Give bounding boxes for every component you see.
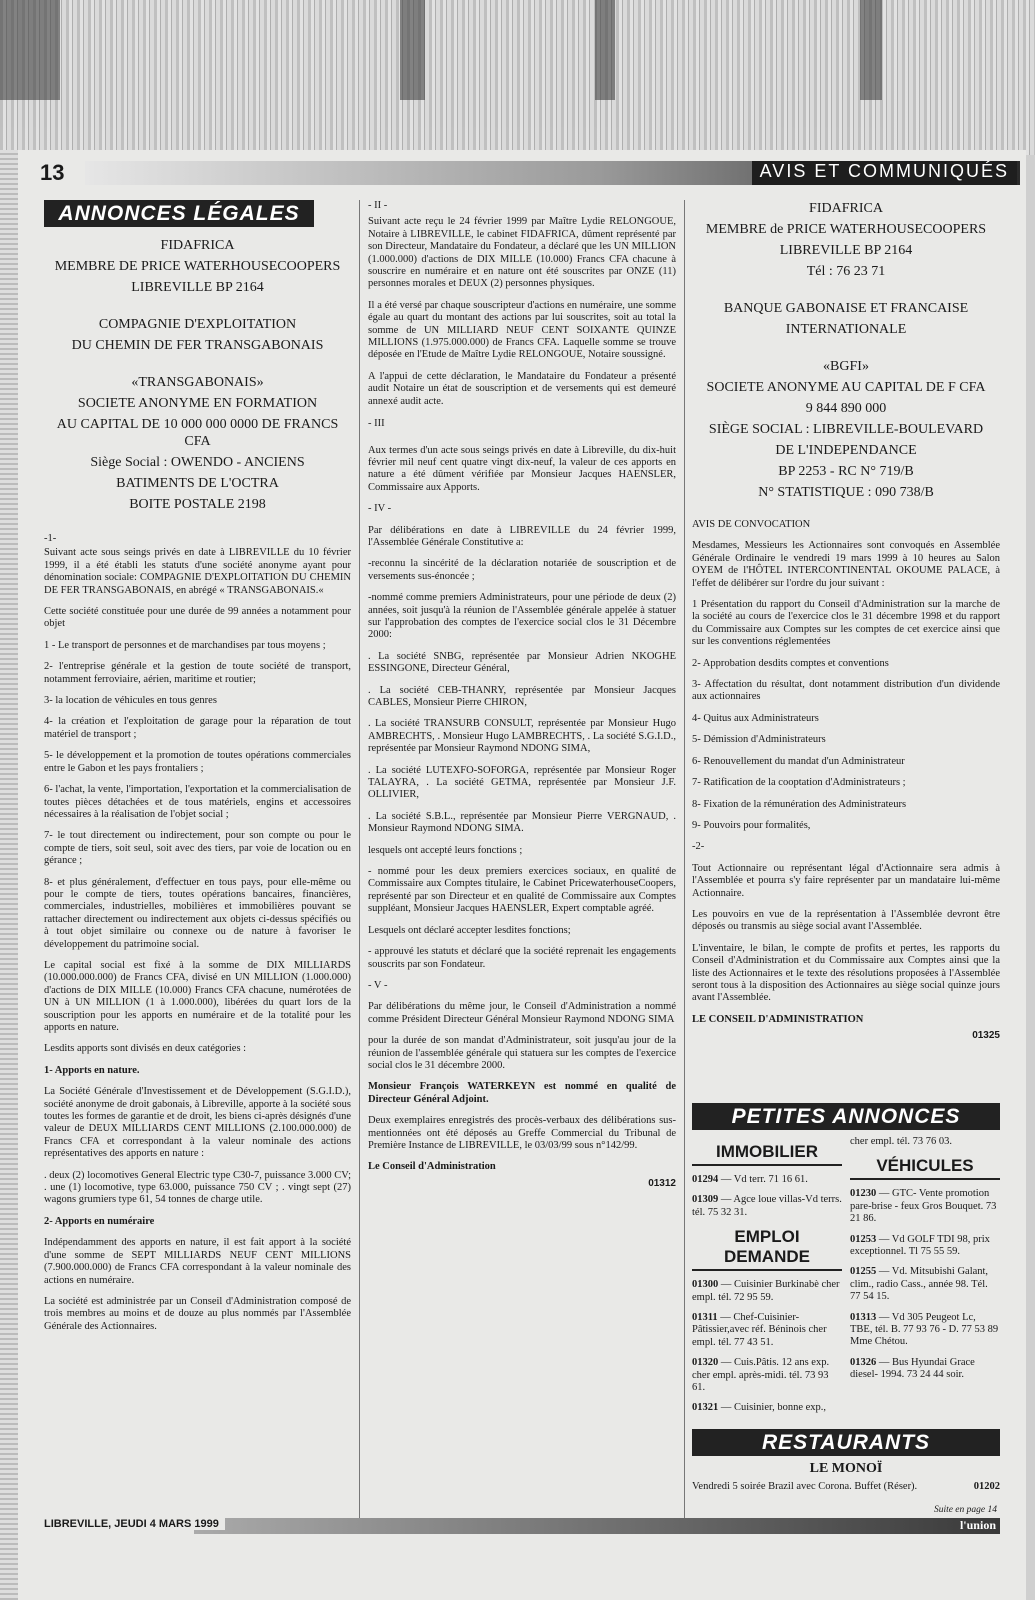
classified-ad: 01313 — Vd 305 Peugeot Lc, TBE, tél. B. 77 93 76 - D. 77 53 89 Mme Chétou.	[850, 1311, 999, 1348]
paragraph: Tout Actionnaire ou représentant légal d'Actionnaire sera admis à l'Assemblée et pourra s'y faire représenter par un mandataire lui-même Actionnaire.	[692, 862, 1000, 899]
paragraph: Suivant acte sous seings privés en date à LIBREVILLE du 10 février 1999, il a été établi les statuts d'une société anonyme ayant pour dénomination sociale: COMPAGNIE D'EXPLOITATION DU CHEMIN DE FER TRANSGABONAIS, en abrégé « TRANSGABONAIS.«	[44, 547, 351, 596]
column-transgabonais-continued	[368, 200, 676, 1190]
paragraph: Par délibérations du même jour, le Conseil d'Administration a nommé comme Président Directeur Général Monsieur Raymond NDONG SIMA	[368, 1001, 676, 1025]
bank-detail: DE L'INDEPENDANCE	[775, 443, 917, 458]
pa-left-column	[692, 1136, 842, 1423]
bank-detail: SIÈGE SOCIAL : LIBREVILLE-BOULEVARD	[708, 422, 984, 437]
paragraph: A l'appui de cette déclaration, le Mandataire du Fondateur a présenté audit Notaire un état de souscription et de versements qui est demeuré annexé audit acte.	[368, 370, 676, 407]
paragraph: 4- Quitus aux Administrateurs	[692, 712, 819, 724]
part-label: - II -	[368, 200, 388, 211]
paragraph: 9- Pouvoirs pour formalités,	[692, 819, 811, 831]
paragraph: Il a été versé par chaque souscripteur d'actions en numéraire, une somme égale au quart du montant des actions par lui souscrites, soit au total la somme de UN MILLIARD NEUF CENT SOIXANTE QUINZE MILLIONS (1.975.000.000) de Francs CFA. Laquelle somme se trouve déposée en l'Etude de Maître Lydie RELONGOUE, Notaire soussigné.	[368, 299, 676, 361]
category-vehicules: VÉHICULES	[850, 1156, 1000, 1180]
paragraph: . La société SNBG, représentée par Monsieur Adrien NKOGHE ESSINGONE, Directeur Général,	[368, 650, 676, 675]
part-label: - III	[368, 418, 385, 430]
heading-line: FIDAFRICA	[809, 201, 883, 216]
paragraph: - nommé pour les deux premiers exercices sociaux, en qualité de Commissaire aux Comptes titulaire, le Cabinet PricewaterhouseCoopers, représenté par son Directeur et en qualité de Commissaire aux Comptes suppléant, Monsieur Jacques HAENSLER, Expert comptable agréé.	[368, 866, 676, 915]
part-label: - V -	[368, 979, 388, 991]
paragraph: . La société LUTEXFO-SOFORGA, représentée par Monsieur Roger TALAYRA, . La société GETMA, représentée par Monsieur J.F. OLLIVIER,	[368, 764, 676, 801]
restaurants-banner: RESTAURANTS	[692, 1429, 1000, 1456]
paragraph: 3- la location de véhicules en tous genres	[44, 695, 217, 707]
paragraph: Suivant acte reçu le 24 février 1999 par Maître Lydie RELONGOUE, Notaire à LIBREVILLE, le cabinet FIDAFRICA, dûment représenté par son Directeur, Mandataire du Fondateur, a déclaré que les UN MILLION (1.000.000) d'actions de DIX MILLE (10.000) Francs CFA chacune à souscrire en numéraire et en nature ont été souscrites par ONZE (11) personnes morales et DEUX (2) personnes physiques.	[368, 216, 676, 290]
paragraph: Deux exemplaires enregistrés des procès-verbaux des délibérations sus-mentionnées ont été déposés au Greffe Commercial du Tribunal de Première Instance de LIBREVILLE, le 03/03/99 sous n°142/99.	[368, 1115, 676, 1151]
paragraph: 1 Présentation du rapport du Conseil d'Administration sur la marche de la société au cours de l'exercice clos le 31 décembre 1998 et du rapport du Commissaire aux Comptes sur les comptes de cet exercice ainsi que sur les conventions réglementées	[692, 599, 1000, 648]
heading-line: DU CHEMIN DE FER TRANSGABONAIS	[71, 338, 324, 353]
paragraph: 2- l'entreprise générale et la gestion de toute société de transport, notamment ferroviaire, aérien, maritime et routier;	[44, 661, 351, 685]
paragraph: lesquels ont accepté leurs fonctions ;	[368, 844, 523, 856]
bank-detail: N° STATISTIQUE : 090 738/B	[758, 485, 934, 500]
heading-line: Tél : 76 23 71	[806, 264, 886, 279]
company-name	[44, 316, 351, 354]
paragraph: 1 - Le transport de personnes et de marchandises par tous moyens ;	[44, 639, 326, 651]
column-bgfi	[692, 200, 1000, 1043]
paragraph: Mesdames, Messieurs les Actionnaires sont convoqués en Assemblée Générale Ordinaire le vendredi 19 mars 1999 à 10 heures au Salon OYEM de l'HÔTEL INTERCONTINENTAL OKOUME PALACE, à l'effet de délibérer sur l'ordre du jour suivant :	[692, 540, 1000, 589]
classified-ad: 01253 — Vd GOLF TDI 98, prix exceptionnel. Tl 75 55 59.	[850, 1233, 990, 1258]
heading-line: MEMBRE de PRICE WATERHOUSECOOPERS	[705, 222, 987, 237]
paragraph: Le capital social est fixé à la somme de DIX MILLIARDS (10.000.000.000) de Francs CFA, divisé en UN MILLION (1.000.000) d'actions de DIX MILLE (10.000) Francs CFA chacune, numérotées de UN à UN MILLION (1 à 1.000.000), libérées du quart lors de la souscription pour les apports en numéraire et de la totalité pour les apports en nature.	[44, 959, 351, 1033]
paragraph: La Société Générale d'Investissement et de Développement (S.G.I.D.), société anonyme de droit gabonais, à Libreville, apporte à la société sous toutes les formes de garantie et de droit, les biens ci-après désignés d'une valeur de DEUX MILLIARDS CENT MILLIONS (2.100.000.000) de Francs CFA et correspondant à la valeur nominale des actions représentatives des apports en nature :	[44, 1086, 351, 1160]
scan-smudge	[0, 0, 60, 100]
petites-annonces-banner: PETITES ANNONCES	[692, 1103, 1000, 1130]
paragraph: Lesdits apports sont divisés en deux catégories :	[44, 1043, 247, 1055]
col1-heading	[44, 237, 351, 296]
heading-line: MEMBRE DE PRICE WATERHOUSECOOPERS	[54, 259, 341, 274]
notice-reference: 01325	[972, 1030, 1000, 1042]
paragraph: Cette société constituée pour une durée de 99 années a notamment pour objet	[44, 606, 351, 630]
heading-line: BOITE POSTALE 2198	[129, 497, 266, 512]
paragraph: Les pouvoirs en vue de la représentation à l'Assemblée devront être déposés ou transmis au siège social avant l'Assemblée.	[692, 908, 1000, 933]
paragraph: . La société S.B.L., représentée par Monsieur Pierre VERGNAUD, . Monsieur Raymond NDONG SIMA.	[368, 810, 676, 835]
bank-name: INTERNATIONALE	[785, 322, 907, 337]
footer-date: LIBREVILLE, JEUDI 4 MARS 1999	[44, 1518, 225, 1530]
paragraph: -nommé comme premiers Administrateurs, pour une période de deux (2) années, soit jusqu'à la réunion de l'Assemblée générale appelée à statuer sur l'approbation des comptes de l'exercice social clos le 31 Décembre 2000:	[368, 592, 676, 641]
heading-line: LIBREVILLE BP 2164	[779, 243, 913, 258]
paragraph: Par délibérations en date à LIBREVILLE du 24 février 1999, l'Assemblée Générale Constitutive a:	[368, 524, 676, 548]
scan-smudge	[595, 0, 615, 100]
classified-ad: 01320 — Cuis.Pâtis. 12 ans exp. cher empl. après-midi. tél. 73 93 61.	[692, 1357, 830, 1394]
paragraph: 6- Renouvellement du mandat d'un Administrateur	[692, 755, 905, 767]
paragraph: . deux (2) locomotives General Electric type C30-7, puissance 3.000 CV; . une (1) locomotive, type 63.000, puissance 750 CV ; . vingt sept (27) wagons grumiers type 61, 54 tonnes de charge utile.	[44, 1169, 351, 1206]
scan-left-edge	[0, 150, 20, 1600]
avis-title: AVIS DE CONVOCATION	[692, 519, 811, 530]
company-details	[44, 374, 351, 513]
paragraph: -2-	[692, 841, 705, 853]
restaurants-section	[692, 1429, 1000, 1492]
classified-ad: 01255 — Vd. Mitsubishi Galant, clim., radio Cass., année 98. Tél. 77 54 15.	[850, 1266, 989, 1303]
category-immobilier: IMMOBILIER	[692, 1142, 842, 1166]
scan-smudge	[400, 0, 425, 100]
paragraph: - approuvé les statuts et déclaré que la société reprenait les engagements souscrits par son Fondateur.	[368, 946, 676, 970]
continued-note: Suite en page 14	[933, 1505, 997, 1515]
heading-line: Siège Social : OWENDO - ANCIENS	[90, 455, 305, 470]
restaurant-name: LE MONOÏ	[809, 1460, 883, 1476]
paragraph: 3- Affectation du résultat, dont notamment distribution d'un dividende aux actionnaires	[692, 679, 1000, 703]
bank-detail: «BGFI»	[823, 359, 869, 374]
paragraph: 8- Fixation de la rémunération des Administrateurs	[692, 798, 907, 810]
classified-ad: 01230 — GTC- Vente promotion pare-brise - feux Gros Bouquet. 73 21 86.	[850, 1188, 997, 1225]
heading-line: COMPAGNIE D'EXPLOITATION	[98, 317, 297, 332]
part-label: - IV -	[368, 503, 392, 515]
bank-name: BANQUE GABONAISE ET FRANCAISE	[723, 301, 969, 316]
paragraph: pour la durée de son mandat d'Administrateur, soit jusqu'au jour de la réunion de l'assemblée générale qui statuera sur les comptes de l'exercice social clos le 31 décembre 2000.	[368, 1035, 676, 1071]
classified-ad-continued: cher empl. tél. 73 76 03.	[850, 1136, 953, 1147]
paragraph: Monsieur François WATERKEYN est nommé en qualité de Directeur Général Adjoint.	[368, 1081, 676, 1105]
paragraph: 7- Ratification de la cooptation d'Administrateurs ;	[692, 777, 906, 789]
paragraph: -reconnu la sincérité de la déclaration notariée de souscription et de versements sus-énoncée ;	[368, 558, 676, 582]
bank-detail: 9 844 890 000	[805, 401, 887, 416]
part-label: -1-	[44, 533, 57, 544]
signature: Le Conseil d'Administration	[368, 1161, 496, 1173]
paragraph: 2- Approbation desdits comptes et conventions	[692, 657, 889, 669]
column-rule	[684, 200, 685, 1530]
paragraph: 5- Démission d'Administrateurs	[692, 734, 826, 746]
petites-annonces	[692, 1103, 1000, 1492]
restaurant-ad: Vendredi 5 soirée Brazil avec Corona. Buffet (Réser). 01202	[692, 1480, 1000, 1492]
scan-top-noise	[0, 0, 1035, 155]
classified-ad: 01321 — Cuisinier, bonne exp.,	[692, 1402, 827, 1414]
bank-detail: SOCIETE ANONYME AU CAPITAL DE F CFA	[706, 380, 986, 395]
signature: LE CONSEIL D'ADMINISTRATION	[692, 1013, 864, 1025]
column-rule	[359, 200, 360, 1530]
paragraph: La société est administrée par un Conseil d'Administration composé de trois membres au moins et de douze au plus nommés par l'Assemblée Générale des Actionnaires.	[44, 1295, 351, 1332]
pa-right-column	[850, 1136, 1000, 1423]
paragraph: 4- la création et l'exploitation de garage pour la réparation de tout matériel de transport ;	[44, 716, 351, 740]
heading-line: AU CAPITAL DE 10 000 000 0000 DE FRANCS CFA	[56, 417, 339, 449]
page-footer	[44, 1518, 1000, 1534]
bank-detail: BP 2253 - RC N° 719/B	[778, 464, 914, 479]
classified-ad: 01294 — Vd terr. 71 16 61.	[692, 1174, 808, 1185]
notice-reference: 01312	[648, 1177, 676, 1189]
paragraph: Indépendamment des apports en nature, il est fait apport à la société d'une somme de SEPT MILLIARDS NEUF CENT MILLIONS (7.900.000.000) de Francs CFA correspondant à la valeur nominale des actions en numéraire.	[44, 1237, 351, 1286]
paragraph: Lesquels ont déclaré accepter lesdites fonctions;	[368, 924, 571, 936]
paragraph: 6- l'achat, la vente, l'importation, l'exportation et la commercialisation de toutes pièces détachées et de tous matériels, engins et accessoires nécessaires à la réalisation de l'objet social ;	[44, 784, 351, 820]
annonces-legales-banner: ANNONCES LÉGALES	[44, 200, 314, 227]
classified-ad: 01326 — Bus Hyundai Grace diesel- 1994. 73 24 44 soir.	[850, 1356, 975, 1381]
column-annonces-legales	[44, 200, 351, 1342]
paragraph: L'inventaire, le bilan, le compte de profits et pertes, les rapports du Conseil d'Administration et du Commissaire aux Comptes ainsi que la liste des Actionnaires et le texte des résolutions proposées à l'Assemblée seront tous à la disposition des Actionnaires au siège social quinze jours avant l'Assemblée.	[692, 942, 1000, 1004]
paragraph: . La société TRANSURB CONSULT, représentée par Monsieur Hugo AMBRECHTS, . Monsieur Hugo LAMBRECHTS, . La société S.G.I.D., représentée par Monsieur Raymond NDONG SIMA,	[368, 718, 676, 755]
heading-line: SOCIETE ANONYME EN FORMATION	[77, 396, 318, 411]
subheading: 1- Apports en nature.	[44, 1064, 140, 1076]
scan-smudge	[860, 0, 882, 100]
heading-line: FIDAFRICA	[160, 238, 235, 253]
category-emploi: EMPLOI DEMANDE	[692, 1227, 842, 1271]
paragraph: Aux termes d'un acte sous seings privés en date à Libreville, du dix-huit février mil neuf cent quatre vingt dix-neuf, la valeur de ces apports en nature a été dûment vérifiée par Monsieur Jacques HAENSLER, Commissaire aux Apports.	[368, 444, 676, 493]
heading-line: LIBREVILLE BP 2164	[131, 280, 264, 295]
heading-line: «TRANSGABONAIS»	[131, 375, 264, 390]
heading-line: BATIMENTS DE L'OCTRA	[116, 476, 279, 491]
page-number: 13	[40, 160, 65, 185]
classified-ad: 01311 — Chef-Cuisinier-Pâtissier,avec réf. Béninois cher empl. tél. 77 43 51.	[692, 1312, 827, 1348]
subheading: 2- Apports en numéraire	[44, 1215, 155, 1227]
paragraph: 7- le tout directement ou indirectement, pour son compte ou pour le compte de tiers, soit seul, soit avec des tiers, par voie de location ou en gérance ;	[44, 830, 351, 867]
paragraph: . La société CEB-THANRY, représentée par Monsieur Jacques CABLES, Monsieur Pierre CHIRON,	[368, 684, 676, 708]
section-title: AVIS ET COMMUNIQUÉS	[752, 161, 1017, 185]
paragraph: 8- et plus généralement, d'effectuer en tous pays, pour elle-même ou pour le compte de tiers, toutes opérations bancaires, financières, commerciales, industrielles, mobilières et immobilières pouvant se rattacher directement ou indirectement aux objets ci-dessus spécifiés ou à tout objet similaire ou connexe ou de nature à favoriser le développement du patrimoine social.	[44, 876, 351, 950]
classified-ad: 01300 — Cuisinier Burkinabè cher empl. tél. 72 95 59.	[692, 1279, 840, 1303]
paragraph: 5- le développement et la promotion de toutes opérations commerciales entre le Gabon et les pays frontaliers ;	[44, 750, 351, 774]
classified-ad: 01309 — Agce loue villas-Vd terrs. tél. 75 32 31.	[692, 1194, 842, 1218]
newspaper-brand: l'union	[959, 1518, 996, 1532]
